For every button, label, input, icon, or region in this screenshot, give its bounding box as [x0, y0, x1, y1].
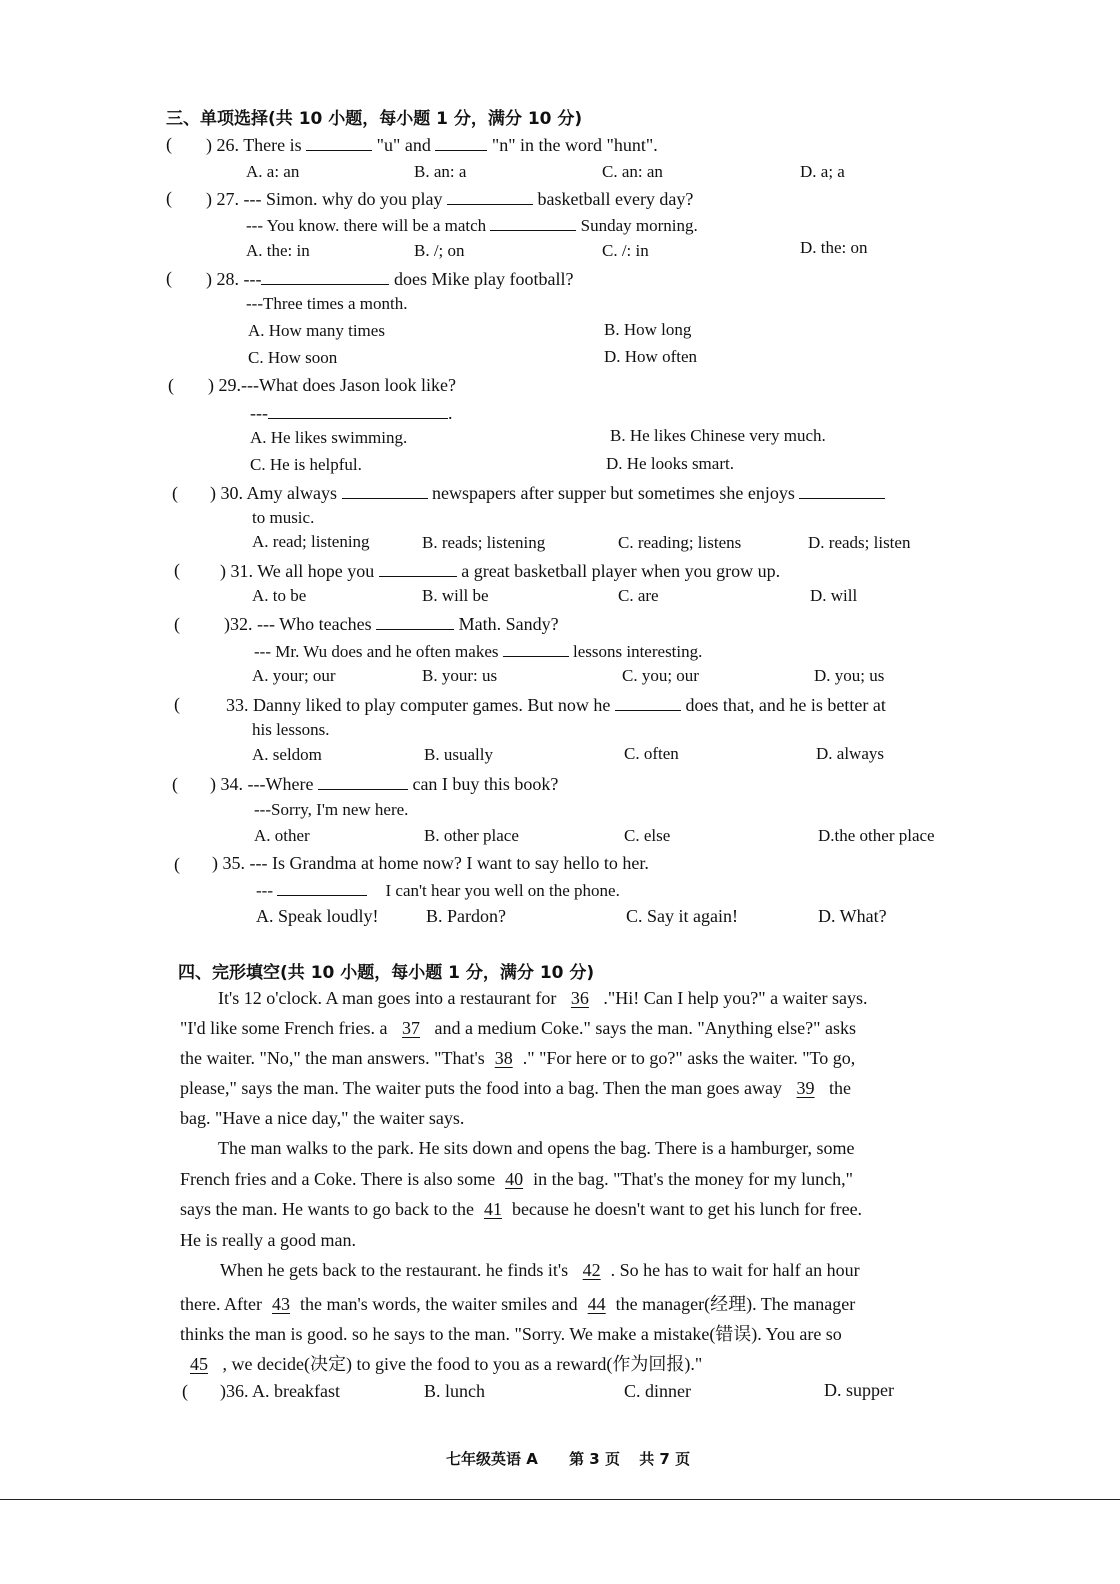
option-c: C. How soon	[248, 348, 338, 367]
question-line: ---Three times a month.	[246, 294, 408, 313]
passage-text: and a medium Coke." says the man. "Anything else?" asks	[430, 1018, 856, 1038]
question-stem: ) 28. --- does Mike play football?	[206, 269, 574, 289]
passage-text: "I'd like some French fries. a	[180, 1018, 393, 1038]
passage-text: He is really a good man.	[180, 1230, 356, 1250]
answer-bracket[interactable]: (	[174, 614, 180, 634]
option-d: D. the: on	[800, 238, 868, 257]
option-a: A. your; our	[252, 666, 336, 685]
option-d: D. always	[816, 744, 884, 763]
option-c: C. are	[618, 586, 659, 605]
option-a: A. the: in	[246, 241, 310, 260]
question-stem: ) 29.---What does Jason look like?	[208, 375, 456, 395]
passage-line	[180, 1169, 853, 1190]
passage-text: please," says the man. The waiter puts the food into a bag. Then the man goes away	[180, 1078, 787, 1098]
answer-bracket[interactable]: (	[166, 134, 172, 154]
option-b: B. Pardon?	[426, 906, 506, 926]
option-c: C. else	[624, 826, 671, 845]
passage-line	[180, 1199, 862, 1220]
question-line: --- You know. there will be a match Sunday morning.	[246, 216, 698, 235]
question-stem: ) 31. We all hope you a great basketball player when you grow up.	[220, 561, 781, 581]
passage-text: there. After	[180, 1294, 262, 1314]
answer-blank[interactable]	[615, 694, 681, 711]
answer-blank[interactable]	[376, 613, 454, 630]
passage-text: , we decide(决定) to give the food to you as a reward(作为回报)."	[218, 1354, 703, 1374]
question-line: to music.	[252, 508, 315, 527]
passage-text: When he gets back to the restaurant. he finds it's	[220, 1260, 573, 1280]
passage-text: It's 12 o'clock. A man goes into a restaurant for	[218, 988, 561, 1008]
passage-text: ."Hi! Can I help you?" a waiter says.	[598, 988, 868, 1008]
passage-line	[220, 1260, 860, 1281]
question-stem: ) 27. --- Simon. why do you play basketball every day?	[206, 189, 694, 209]
answer-blank[interactable]	[447, 188, 533, 205]
cloze-blank-number: 42	[582, 1260, 601, 1280]
answer-bracket[interactable]: (	[174, 560, 180, 580]
footer-page: 第 3 页	[569, 1450, 620, 1468]
bottom-rule	[0, 1499, 1120, 1500]
passage-line	[180, 1078, 851, 1099]
option-b: B. other place	[424, 826, 519, 845]
cloze-blank-number: 45	[190, 1354, 208, 1374]
option-c: C. you; our	[622, 666, 699, 685]
question-line: --- .	[250, 403, 453, 423]
passage-line	[180, 1230, 356, 1251]
option-b: B. will be	[422, 586, 489, 605]
passage-text: . So he has to wait for half an hour	[610, 1260, 860, 1280]
option-d: D. a; a	[800, 162, 845, 181]
option-c: C. Say it again!	[626, 906, 738, 926]
passage-text: the waiter. "No," the man answers. "That's	[180, 1048, 485, 1068]
answer-bracket[interactable]: (	[182, 1381, 188, 1401]
passage-line	[180, 1320, 842, 1346]
answer-bracket[interactable]: (	[166, 268, 172, 288]
option-c: C. dinner	[624, 1381, 691, 1401]
option-d: D.the other place	[818, 826, 935, 845]
passage-text: the manager(经理). The manager	[615, 1294, 856, 1314]
option-d: D. What?	[818, 906, 887, 926]
option-a: A. Speak loudly!	[256, 906, 379, 926]
passage-text: bag. "Have a nice day," the waiter says.	[180, 1108, 465, 1128]
passage-line	[180, 1350, 702, 1376]
option-a: A. read; listening	[252, 532, 370, 551]
option-c: C. /: in	[602, 241, 649, 260]
passage-line	[180, 1108, 464, 1129]
answer-blank[interactable]	[261, 268, 389, 285]
question-stem: )36. A. breakfast	[220, 1381, 340, 1401]
option-d: D. will	[810, 586, 858, 605]
question-stem: ) 26. There is "u" and "n" in the word "hunt".	[206, 135, 658, 155]
passage-line	[180, 1048, 855, 1069]
section4-title: 四、完形填空(共 10 小题，每小题 1 分，满分 10 分)	[178, 963, 595, 983]
passage-line	[218, 1138, 854, 1159]
answer-blank[interactable]	[268, 402, 448, 419]
passage-text: because he doesn't want to get his lunch for free.	[511, 1199, 863, 1219]
option-b: B. reads; listening	[422, 533, 546, 552]
answer-blank[interactable]	[503, 640, 569, 657]
cloze-blank-number: 37	[402, 1018, 421, 1038]
option-d: D. He looks smart.	[606, 454, 734, 473]
answer-blank[interactable]	[435, 134, 487, 151]
answer-blank[interactable]	[318, 773, 408, 790]
answer-bracket[interactable]: (	[168, 375, 174, 395]
option-a: A. How many times	[248, 321, 385, 340]
answer-blank[interactable]	[306, 134, 372, 151]
passage-text: the man's words, the waiter smiles and	[299, 1294, 578, 1314]
passage-text: thinks the man is good. so he says to the man. "Sorry. We make a mistake(错误). You are so	[180, 1324, 842, 1344]
question-stem: 33. Danny liked to play computer games. But now he does that, and he is better at	[226, 695, 886, 715]
passage-text: the	[824, 1078, 852, 1098]
question-stem: )32. --- Who teaches Math. Sandy?	[224, 614, 559, 634]
option-d: D. How often	[604, 347, 698, 366]
answer-bracket[interactable]: (	[174, 854, 180, 874]
answer-blank[interactable]	[799, 482, 885, 499]
answer-blank[interactable]	[342, 482, 428, 499]
option-b: B. an: a	[414, 162, 467, 181]
footer-total: 共 7 页	[639, 1450, 691, 1468]
option-b: B. usually	[424, 745, 493, 764]
option-a: A. He likes swimming.	[250, 428, 408, 447]
option-d: D. supper	[824, 1380, 894, 1400]
cloze-blank-number: 38	[494, 1048, 513, 1068]
passage-line	[218, 988, 868, 1009]
cloze-blank-number: 43	[271, 1294, 290, 1314]
option-a: A. seldom	[252, 745, 322, 764]
option-b: B. lunch	[424, 1381, 485, 1401]
question-line: ---Sorry, I'm new here.	[254, 800, 409, 819]
answer-blank[interactable]	[490, 214, 576, 231]
passage-text: says the man. He wants to go back to the	[180, 1199, 474, 1219]
option-b: B. How long	[604, 320, 692, 339]
passage-line	[180, 1290, 855, 1316]
cloze-blank-number: 39	[796, 1078, 815, 1098]
answer-blank[interactable]	[379, 560, 457, 577]
question-stem: ) 35. --- Is Grandma at home now? I want to say hello to her.	[212, 853, 649, 873]
question-stem: ) 34. ---Where can I buy this book?	[210, 774, 559, 794]
question-line: his lessons.	[252, 720, 330, 739]
passage-text: French fries and a Coke. There is also some	[180, 1169, 496, 1189]
option-d: D. you; us	[814, 666, 885, 685]
passage-text: ." "For here or to go?" asks the waiter. "To go,	[522, 1048, 856, 1068]
option-b: B. He likes Chinese very much.	[610, 426, 826, 445]
passage-text: The man walks to the park. He sits down and opens the bag. There is a hamburger, some	[218, 1138, 855, 1158]
option-a: A. other	[254, 826, 310, 845]
option-c: C. an: an	[602, 162, 663, 181]
option-c: C. reading; listens	[618, 533, 742, 552]
option-b: B. /; on	[414, 241, 465, 260]
option-d: D. reads; listen	[808, 533, 911, 552]
passage-text: in the bag. "That's the money for my lunch,"	[533, 1169, 853, 1189]
answer-bracket[interactable]: (	[174, 694, 180, 714]
option-b: B. your: us	[422, 666, 498, 685]
footer-subject: 七年级英语 A	[446, 1450, 538, 1468]
question-stem: ) 30. Amy always newspapers after supper but sometimes she enjoys	[210, 482, 885, 504]
cloze-blank-number: 36	[570, 988, 589, 1008]
option-a: A. to be	[252, 586, 307, 605]
passage-line	[180, 1018, 856, 1039]
option-a: A. a: an	[246, 162, 300, 181]
section3-title: 三、单项选择(共 10 小题，每小题 1 分，满分 10 分)	[166, 109, 583, 129]
question-line: --- Mr. Wu does and he often makes lessons interesting.	[254, 642, 703, 661]
answer-bracket[interactable]: (	[166, 188, 172, 208]
option-c: C. He is helpful.	[250, 455, 362, 474]
answer-bracket[interactable]: (	[172, 774, 178, 794]
cloze-blank-number: 41	[483, 1199, 502, 1219]
cloze-blank-number: 40	[505, 1169, 524, 1189]
page-footer	[446, 1448, 690, 1469]
answer-bracket[interactable]: (	[172, 483, 178, 503]
cloze-blank-number: 44	[587, 1294, 606, 1314]
question-line: --- I can't hear you well on the phone.	[256, 881, 620, 900]
answer-blank[interactable]	[277, 879, 367, 896]
option-c: C. often	[624, 744, 679, 763]
